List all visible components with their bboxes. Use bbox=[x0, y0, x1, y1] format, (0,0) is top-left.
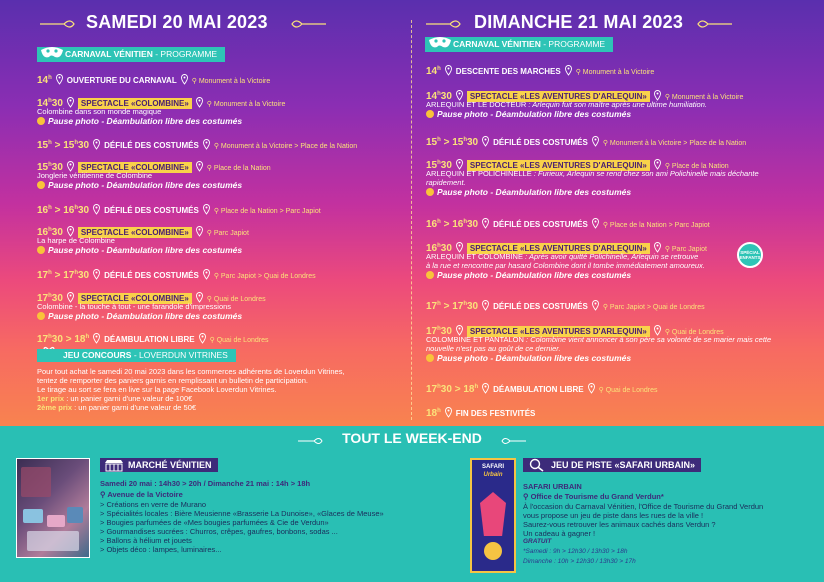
time-unit: h bbox=[437, 243, 441, 249]
time-minutes: 30 bbox=[78, 205, 90, 216]
time-hour: 17 bbox=[37, 334, 49, 345]
character-icon bbox=[202, 139, 211, 150]
event-label: DÉFILÉ DES COSTUMÉS bbox=[104, 271, 199, 280]
time-unit: h bbox=[85, 334, 90, 340]
photo-pause bbox=[37, 180, 242, 190]
time-minutes: 30 bbox=[78, 270, 90, 281]
tag-sublabel: - LOVERDUN VITRINES bbox=[131, 350, 228, 360]
time-label bbox=[37, 205, 89, 216]
safari-poster bbox=[470, 458, 516, 573]
time-unit: h bbox=[437, 408, 441, 414]
program-row bbox=[426, 403, 535, 421]
time-hour: 17 bbox=[426, 326, 438, 337]
program-row bbox=[37, 329, 268, 347]
marche-tag bbox=[100, 458, 218, 472]
spectacle-description bbox=[37, 107, 161, 116]
character-icon bbox=[591, 218, 600, 229]
time-unit: h bbox=[48, 162, 52, 168]
character-icon bbox=[202, 204, 211, 215]
character-icon bbox=[195, 226, 204, 237]
place-label: Quai de Londres bbox=[213, 296, 266, 303]
time-minutes: 30 bbox=[51, 162, 63, 173]
time-minutes: 30 bbox=[51, 227, 63, 238]
time-unit: h bbox=[437, 66, 441, 72]
tag-sublabel: - PROGRAMME bbox=[152, 49, 218, 59]
spectacle-description bbox=[37, 236, 115, 245]
place-label: Quai de Londres bbox=[605, 387, 658, 394]
time-hour: 16 bbox=[426, 243, 438, 254]
spectacle-label: SPECTACLE «COLOMBINE» bbox=[78, 293, 192, 304]
time-hour: 16 bbox=[426, 219, 438, 230]
pin-icon: ⚲ bbox=[206, 101, 214, 108]
tag-label: JEU DE PISTE «SAFARI URBAIN» bbox=[551, 460, 696, 470]
pin-icon: ⚲ bbox=[213, 208, 221, 215]
safari-hours-sun: Dimanche : 10h > 12h30 / 13h30 > 17h bbox=[523, 558, 636, 565]
time-unit: h bbox=[48, 334, 52, 340]
camera-icon bbox=[37, 246, 45, 254]
time-hour: 16 bbox=[37, 227, 49, 238]
description-text: La harpe de Colombine bbox=[37, 236, 115, 245]
place-label: Quai de Londres bbox=[671, 329, 724, 336]
description-text: : Arlequin fuit son maître après une ultime humiliation. bbox=[526, 100, 707, 109]
spectacle-label: SPECTACLE «COLOMBINE» bbox=[78, 162, 192, 173]
saturday-program-tag bbox=[37, 47, 225, 62]
safari-heading: SAFARI URBAIN bbox=[523, 482, 582, 491]
time-unit: h bbox=[437, 326, 441, 332]
ornament-icon bbox=[696, 18, 734, 30]
place-label: Place de la Nation > Parc Japiot bbox=[609, 222, 710, 229]
marche-item: > Ballons à hélium et jouets bbox=[100, 536, 192, 545]
pin-icon: ⚲ bbox=[664, 94, 672, 101]
market-stall-icon bbox=[103, 458, 125, 472]
time-end: > 16 bbox=[440, 219, 464, 230]
pin-icon: ⚲ bbox=[664, 246, 672, 253]
time-unit: h bbox=[437, 160, 441, 166]
tag-label: CARNAVAL VÉNITIEN bbox=[453, 39, 541, 49]
character-icon bbox=[180, 74, 189, 85]
spectacle-description bbox=[426, 169, 759, 178]
place-label: Parc Japiot > Quai de Londres bbox=[220, 273, 316, 280]
photo-label: Pause photo - Déambulation libre des costumés bbox=[48, 311, 243, 321]
pin-icon: ⚲ bbox=[575, 69, 583, 76]
description-title: COLOMBINE ET PANTALON bbox=[426, 335, 524, 344]
time-end: > 16 bbox=[51, 205, 75, 216]
pin-icon: ⚲ bbox=[100, 490, 108, 499]
place-label: Avenue de la Victoire bbox=[107, 490, 183, 499]
time-label bbox=[426, 384, 478, 395]
time-hour: 17 bbox=[426, 384, 438, 395]
marche-item: > Objets déco : lampes, luminaires... bbox=[100, 545, 222, 554]
marche-item: > Gourmandises sucrées : Churros, crêpes, gaufres, bonbons, sodas ... bbox=[100, 527, 338, 536]
description-title: ARLEQUIN ET COLOMBINE bbox=[426, 252, 523, 261]
time-hour: 14 bbox=[426, 66, 438, 77]
badge-icon bbox=[484, 542, 502, 560]
concours-text: Le tirage au sort se fera en live sur la page Facebook Loverdun Vitrines. bbox=[37, 385, 277, 394]
time-label bbox=[426, 66, 441, 77]
time-minutes: 30 bbox=[51, 334, 63, 345]
pin-icon: ⚲ bbox=[191, 78, 199, 85]
event-label: DÉFILÉ DES COSTUMÉS bbox=[493, 302, 588, 311]
place-label: Place de la Nation bbox=[213, 165, 271, 172]
program-row bbox=[426, 379, 657, 397]
description-title: ARLEQUIN ET LE DOCTEUR bbox=[426, 100, 527, 109]
program-row bbox=[37, 200, 321, 218]
photo-label: Pause photo - Déambulation libre des costumés bbox=[437, 109, 632, 119]
time-unit: h bbox=[48, 227, 52, 233]
time-minutes: 30 bbox=[440, 243, 452, 254]
time-hour: 18 bbox=[426, 408, 438, 419]
time-label bbox=[426, 408, 441, 419]
place-label: Monument à la Victoire bbox=[213, 101, 286, 108]
camera-icon bbox=[37, 312, 45, 320]
ornament-icon bbox=[424, 18, 462, 30]
saturday-title: SAMEDI 20 MAI 2023 bbox=[86, 12, 268, 32]
time-end: > 18 bbox=[62, 334, 86, 345]
tag-label: MARCHÉ VÉNITIEN bbox=[128, 460, 212, 470]
time-label bbox=[37, 75, 52, 86]
place-label: Place de la Nation bbox=[671, 163, 729, 170]
character-icon bbox=[481, 136, 490, 147]
spectacle-description bbox=[426, 100, 707, 109]
pin-icon: ⚲ bbox=[664, 329, 672, 336]
time-unit: h bbox=[437, 91, 441, 97]
tag-sublabel: - PROGRAMME bbox=[540, 39, 606, 49]
tag-label: CARNAVAL VÉNITIEN bbox=[65, 49, 153, 59]
time-minutes: 30 bbox=[467, 219, 479, 230]
event-label: DÉAMBULATION LIBRE bbox=[104, 335, 195, 344]
mask-icon bbox=[428, 35, 452, 51]
pin-icon: ⚲ bbox=[206, 230, 214, 237]
character-icon bbox=[481, 383, 490, 394]
time-minutes: 30 bbox=[51, 98, 63, 109]
tag-label: JEU CONCOURS bbox=[63, 350, 132, 360]
time-end: > 18 bbox=[451, 384, 475, 395]
character-icon bbox=[92, 139, 101, 150]
photo-label: Pause photo - Déambulation libre des costumés bbox=[437, 353, 632, 363]
marche-item: > Créations en verre de Murano bbox=[100, 500, 207, 509]
program-row bbox=[426, 61, 654, 79]
pin-icon: ⚲ bbox=[206, 165, 214, 172]
spectacle-label: SPECTACLE «LES AVENTURES D'ARLEQUIN» bbox=[467, 91, 650, 102]
description-text: : Après avoir quitté Polichinelle, Arlequin se retrouve bbox=[522, 252, 699, 261]
time-unit: h bbox=[48, 205, 52, 211]
character-icon bbox=[92, 333, 101, 344]
place-label: Parc Japiot bbox=[671, 246, 707, 253]
time-label bbox=[37, 334, 89, 345]
pin-icon: ⚲ bbox=[206, 296, 214, 303]
character-icon bbox=[481, 218, 490, 229]
camera-icon bbox=[37, 117, 45, 125]
character-icon bbox=[92, 269, 101, 280]
event-label: FIN DES FESTIVITÉS bbox=[455, 409, 536, 418]
mask-icon bbox=[40, 45, 64, 61]
time-hour: 17 bbox=[37, 293, 49, 304]
ornament-icon bbox=[290, 18, 328, 30]
spectacle-description bbox=[37, 302, 231, 311]
spectacle-description bbox=[37, 171, 152, 180]
place-label: Parc Japiot bbox=[213, 230, 249, 237]
poster-subtitle: Urbain bbox=[483, 472, 503, 478]
place-label: Parc Japiot > Quai de Londres bbox=[609, 304, 705, 311]
camera-icon bbox=[426, 354, 434, 362]
pin-icon: ⚲ bbox=[213, 143, 221, 150]
time-hour: 15 bbox=[426, 137, 438, 148]
spectacle-description: à la rue et rencontre par hasard Colombine dont il tombe immédiatement amoureux. bbox=[426, 261, 705, 270]
description-text: Colombine - la touche à tout - une farandole d'impressions bbox=[37, 302, 232, 311]
time-label bbox=[426, 137, 478, 148]
time-hour: 14 bbox=[37, 75, 49, 86]
event-label: OUVERTURE DU CARNAVAL bbox=[66, 76, 177, 85]
spectacle-description: rapidement. bbox=[426, 178, 466, 187]
character-icon bbox=[481, 300, 490, 311]
spectacle-label: SPECTACLE «LES AVENTURES D'ARLEQUIN» bbox=[467, 160, 650, 171]
pin-icon: ⚲ bbox=[664, 163, 672, 170]
place-label: Office de Tourisme du Grand Verdun* bbox=[530, 492, 664, 501]
time-minutes: 30 bbox=[440, 326, 452, 337]
photo-label: Pause photo - Déambulation libre des costumés bbox=[437, 270, 632, 280]
character-icon bbox=[195, 161, 204, 172]
spectacle-label: SPECTACLE «LES AVENTURES D'ARLEQUIN» bbox=[467, 326, 650, 337]
photo-pause bbox=[426, 270, 631, 280]
concours-prize-2 bbox=[37, 403, 196, 412]
concours-tag bbox=[37, 349, 236, 362]
time-minutes: 30 bbox=[78, 140, 90, 151]
event-label: DESCENTE DES MARCHES bbox=[455, 67, 561, 76]
description-text: Colombine dans son monde magique bbox=[37, 107, 162, 116]
spectacle-label: SPECTACLE «COLOMBINE» bbox=[78, 227, 192, 238]
time-hour: 14 bbox=[426, 91, 438, 102]
safari-tag bbox=[523, 458, 701, 472]
time-hour: 15 bbox=[37, 140, 49, 151]
mask-icon bbox=[480, 492, 506, 536]
poster-title: SAFARI bbox=[481, 464, 504, 470]
ornament-icon bbox=[500, 436, 528, 446]
pin-icon: ⚲ bbox=[602, 304, 610, 311]
time-end: > 17 bbox=[440, 301, 464, 312]
program-row bbox=[37, 265, 316, 283]
time-unit: h bbox=[74, 270, 78, 276]
pin-icon: ⚲ bbox=[598, 387, 606, 394]
time-unit: h bbox=[437, 384, 441, 390]
marche-dates: Samedi 20 mai : 14h30 > 20h / Dimanche 21 mai : 14h > 18h bbox=[100, 479, 311, 488]
description-text: : Furieux, Arlequin se rend chez son ami Polichinelle mais déchante bbox=[531, 169, 759, 178]
pin-icon: ⚲ bbox=[602, 140, 610, 147]
time-unit: h bbox=[74, 205, 78, 211]
spectacle-description bbox=[426, 335, 771, 344]
place-label: Monument à la Victoire > Place de la Nation bbox=[220, 143, 358, 150]
time-label bbox=[37, 140, 89, 151]
time-end: > 15 bbox=[51, 140, 75, 151]
time-unit: h bbox=[474, 384, 479, 390]
time-unit: h bbox=[463, 301, 467, 307]
character-icon bbox=[564, 65, 573, 76]
column-divider bbox=[411, 20, 412, 420]
place-label: Monument à la Victoire bbox=[671, 94, 744, 101]
time-hour: 17 bbox=[426, 301, 438, 312]
time-unit: h bbox=[48, 98, 52, 104]
time-hour: 14 bbox=[37, 98, 49, 109]
time-label bbox=[426, 219, 478, 230]
program-row bbox=[37, 70, 270, 88]
description-text: : Colombine vient annoncer à son père sa volonté de se marier mais cette bbox=[523, 335, 772, 344]
camera-icon bbox=[37, 181, 45, 189]
time-hour: 16 bbox=[37, 205, 49, 216]
concours-text: tentez de remporter des paniers garnis en remplissant un bulletin de participation. bbox=[37, 376, 308, 385]
concours-text: Pour tout achat le samedi 20 mai 2023 dans les commerces adhérents de Loverdun Vitrines, bbox=[37, 367, 345, 376]
event-label: DÉFILÉ DES COSTUMÉS bbox=[493, 138, 588, 147]
time-unit: h bbox=[48, 140, 52, 146]
time-unit: h bbox=[463, 137, 467, 143]
place-label: Monument à la Victoire bbox=[582, 69, 655, 76]
spectacle-label: SPECTACLE «COLOMBINE» bbox=[78, 98, 192, 109]
photo-pause bbox=[426, 187, 631, 197]
time-minutes: 30 bbox=[467, 301, 479, 312]
magnifier-icon bbox=[526, 458, 548, 472]
camera-icon bbox=[426, 271, 434, 279]
concours-prize-1 bbox=[37, 394, 192, 403]
event-label: DÉFILÉ DES COSTUMÉS bbox=[493, 220, 588, 229]
place-label: Quai de Londres bbox=[216, 337, 269, 344]
photo-label: Pause photo - Déambulation libre des costumés bbox=[48, 245, 243, 255]
spectacle-label: SPECTACLE «LES AVENTURES D'ARLEQUIN» bbox=[467, 243, 650, 254]
program-row bbox=[426, 296, 705, 314]
program-row bbox=[426, 214, 710, 232]
time-unit: h bbox=[48, 293, 52, 299]
time-unit: h bbox=[48, 75, 52, 81]
photo-label: Pause photo - Déambulation libre des costumés bbox=[48, 116, 243, 126]
character-icon bbox=[55, 74, 64, 85]
time-unit: h bbox=[437, 301, 441, 307]
character-icon bbox=[591, 136, 600, 147]
photo-pause bbox=[37, 311, 242, 321]
time-unit: h bbox=[437, 219, 441, 225]
pin-icon: ⚲ bbox=[209, 337, 217, 344]
character-icon bbox=[198, 333, 207, 344]
time-unit: h bbox=[48, 270, 52, 276]
photo-label: Pause photo - Déambulation libre des costumés bbox=[437, 187, 632, 197]
badge-label: SPÉCIAL ENFANTS bbox=[739, 250, 761, 260]
time-minutes: 30 bbox=[467, 137, 479, 148]
sunday-title: DIMANCHE 21 MAI 2023 bbox=[474, 12, 684, 32]
time-unit: h bbox=[74, 140, 78, 146]
character-icon bbox=[587, 383, 596, 394]
photo-pause bbox=[426, 353, 631, 363]
spectacle-description bbox=[426, 252, 698, 261]
time-minutes: 30 bbox=[51, 293, 63, 304]
camera-icon bbox=[426, 188, 434, 196]
camera-icon bbox=[426, 110, 434, 118]
time-unit: h bbox=[437, 137, 441, 143]
prize-text: : un panier garni d'une valeur de 100€ bbox=[64, 394, 193, 403]
time-hour: 17 bbox=[37, 270, 49, 281]
time-label bbox=[37, 270, 89, 281]
marche-item: > Bougies parfumées de «Mes bougies parfumées & Cie de Verdun» bbox=[100, 518, 329, 527]
safari-hours-sat: *Samedi : 9h > 12h30 / 13h30 > 18h bbox=[523, 548, 628, 555]
spectacle-description: nouvelle n'est pas au goût de ce dernier. bbox=[426, 344, 561, 353]
character-icon bbox=[591, 300, 600, 311]
safari-text: À l'occasion du Carnaval Vénitien, l'Office de Tourisme du Grand Verdun bbox=[523, 502, 764, 511]
pin-icon: ⚲ bbox=[602, 222, 610, 229]
program-row bbox=[37, 135, 357, 153]
photo-pause bbox=[37, 245, 242, 255]
time-end: > 15 bbox=[440, 137, 464, 148]
time-minutes: 30 bbox=[440, 160, 452, 171]
description-text: Jonglerie vénitienne de Colombine bbox=[37, 171, 153, 180]
time-label bbox=[426, 301, 478, 312]
description-title: ARLEQUIN ET POLICHINELLE bbox=[426, 169, 532, 178]
character-icon bbox=[195, 97, 204, 108]
market-photo bbox=[16, 458, 90, 558]
time-unit: h bbox=[463, 219, 467, 225]
safari-text: Saurez-vous retrouver les animaux cachés dans Verdun ? bbox=[523, 520, 716, 529]
safari-place bbox=[523, 492, 664, 501]
character-icon bbox=[92, 204, 101, 215]
time-end: > 17 bbox=[51, 270, 75, 281]
program-row bbox=[426, 132, 746, 150]
character-icon bbox=[202, 269, 211, 280]
safari-text: Un cadeau à gagner ! bbox=[523, 529, 596, 538]
time-minutes: 30 bbox=[440, 384, 452, 395]
safari-text: vous propose un jeu de piste dans les rues de la ville ! bbox=[523, 511, 704, 520]
event-label: DÉFILÉ DES COSTUMÉS bbox=[104, 141, 199, 150]
place-label: Monument à la Victoire bbox=[198, 78, 271, 85]
character-icon bbox=[444, 65, 453, 76]
prize-label: 1er prix bbox=[37, 394, 65, 403]
pin-icon: ⚲ bbox=[523, 492, 531, 501]
prize-text: : un panier garni d'une valeur de 50€ bbox=[72, 403, 197, 412]
ornament-icon bbox=[38, 18, 76, 30]
weekend-title: TOUT LE WEEK-END bbox=[342, 430, 482, 446]
character-icon bbox=[444, 407, 453, 418]
event-label: DÉFILÉ DES COSTUMÉS bbox=[104, 206, 199, 215]
photo-pause bbox=[37, 116, 242, 126]
marche-item: > Spécialités locales : Bière Meusienne «Brasserie La Dunoise», «Glaces de Meuse» bbox=[100, 509, 384, 518]
safari-gratuit: GRATUIT bbox=[523, 538, 552, 545]
time-hour: 15 bbox=[426, 160, 438, 171]
time-minutes: 30 bbox=[440, 91, 452, 102]
photo-label: Pause photo - Déambulation libre des costumés bbox=[48, 180, 243, 190]
place-label: Monument à la Victoire > Place de la Nation bbox=[609, 140, 747, 147]
special-kids-badge bbox=[737, 242, 763, 268]
prize-label: 2ème prix bbox=[37, 403, 73, 412]
sunday-program-tag bbox=[425, 37, 613, 52]
photo-pause bbox=[426, 109, 631, 119]
place-label: Place de la Nation > Parc Japiot bbox=[220, 208, 321, 215]
event-label: DÉAMBULATION LIBRE bbox=[493, 385, 584, 394]
pin-icon: ⚲ bbox=[213, 273, 221, 280]
time-hour: 15 bbox=[37, 162, 49, 173]
marche-place bbox=[100, 490, 183, 499]
